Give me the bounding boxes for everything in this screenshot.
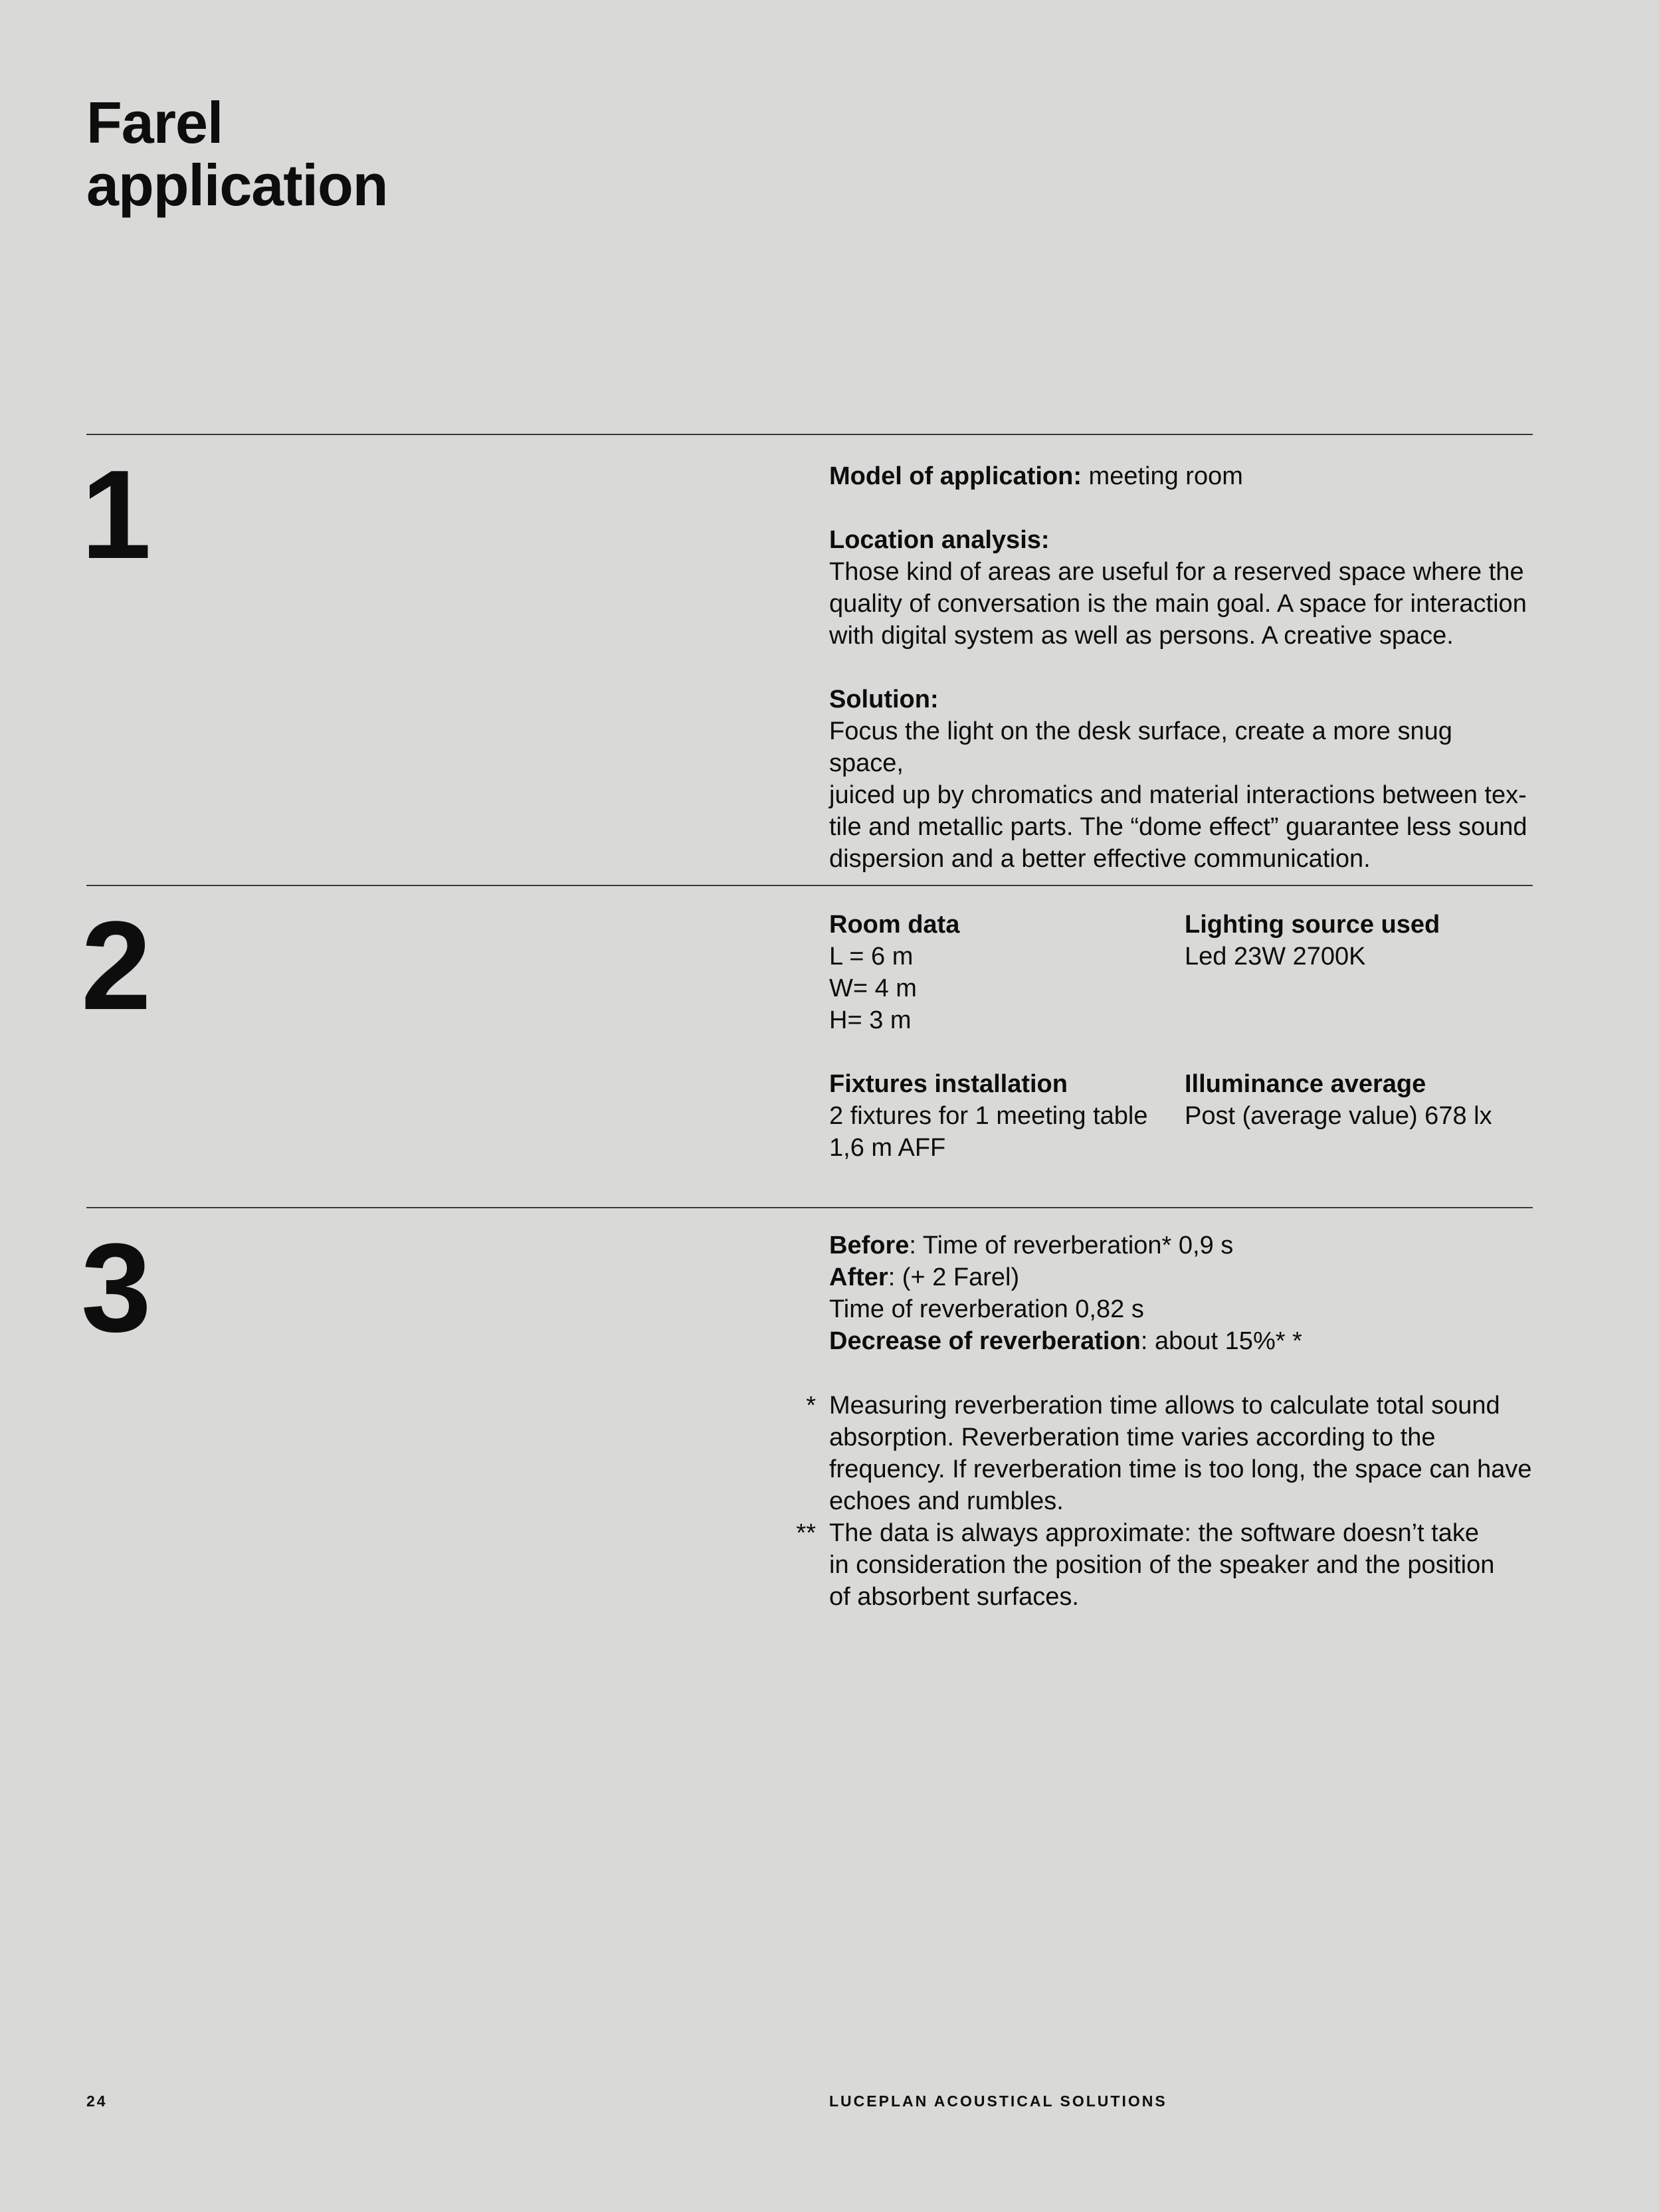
section-number-2: 2 [81, 895, 149, 1036]
footnote-2-mark: ** [796, 1519, 816, 1547]
footnote-line: echoes and rumbles. [829, 1487, 1064, 1515]
title-line-1: Farel [86, 90, 223, 155]
section-divider-2 [86, 885, 1533, 886]
illuminance-label: Illuminance average [1185, 1070, 1426, 1098]
after-line-2: Time of reverberation 0,82 s [829, 1295, 1144, 1323]
room-data-line: L = 6 m [829, 943, 914, 970]
before-line [829, 1230, 1533, 1261]
footnote-line: The data is always approximate: the software doesn’t take [829, 1519, 1479, 1547]
lighting-source-block [1185, 909, 1537, 972]
lighting-source-value: Led 23W 2700K [1185, 943, 1366, 970]
after-line [829, 1261, 1533, 1293]
title-line-2: application [86, 152, 388, 218]
after-label: After [829, 1263, 888, 1291]
fixtures-line: 1,6 m AFF [829, 1134, 946, 1162]
footnote-line: absorption. Reverberation time varies according to the [829, 1424, 1436, 1451]
footnote-line: Measuring reverberation time allows to calculate total sound [829, 1392, 1500, 1420]
page-number: 24 [86, 2092, 108, 2110]
fixtures-label: Fixtures installation [829, 1070, 1068, 1098]
footnote-line: of absorbent surfaces. [829, 1583, 1079, 1611]
location-line: with digital system as well as persons. A creative space. [829, 622, 1454, 650]
page-title [86, 92, 388, 217]
solution-line: juiced up by chromatics and material interactions between tex- [829, 781, 1527, 809]
section-divider-3 [86, 1207, 1533, 1208]
publication-name: LUCEPLAN ACOUSTICAL SOLUTIONS [829, 2092, 1167, 2110]
section-1-text [829, 460, 1533, 875]
footnote-line: frequency. If reverberation time is too long, the space can have [829, 1455, 1532, 1483]
before-value: : Time of reverberation* 0,9 s [909, 1232, 1234, 1259]
after-value: : (+ 2 Farel) [888, 1263, 1020, 1291]
location-label: Location analysis: [829, 526, 1050, 554]
fixtures-block [829, 1068, 1181, 1164]
decrease-value: : about 15%* * [1140, 1327, 1302, 1355]
room-data-line: W= 4 m [829, 974, 917, 1002]
illuminance-block [1185, 1068, 1537, 1132]
solution-line: tile and metallic parts. The “dome effect” guarantee less sound [829, 813, 1527, 841]
decrease-line [829, 1325, 1533, 1357]
solution-line: dispersion and a better effective communication. [829, 845, 1371, 873]
location-line: Those kind of areas are useful for a reserved space where the [829, 558, 1524, 586]
section-number-3: 3 [81, 1218, 149, 1358]
location-line: quality of conversation is the main goal. A space for interaction [829, 590, 1527, 618]
room-data-line: H= 3 m [829, 1006, 912, 1034]
section-number-1: 1 [81, 444, 149, 585]
room-data-label: Room data [829, 911, 960, 939]
solution-label: Solution: [829, 686, 939, 713]
room-data-block [829, 909, 1181, 1036]
illuminance-value: Post (average value) 678 lx [1185, 1102, 1492, 1130]
model-label: Model of application: [829, 462, 1082, 490]
decrease-label: Decrease of reverberation [829, 1327, 1141, 1355]
footnote-1-mark: * [806, 1392, 816, 1420]
section-3-text [829, 1230, 1533, 1357]
before-label: Before [829, 1232, 910, 1259]
lighting-source-label: Lighting source used [1185, 911, 1440, 939]
section-divider-1 [86, 434, 1533, 435]
solution-line: Focus the light on the desk surface, create a more snug space, [829, 717, 1452, 777]
model-value: meeting room [1081, 462, 1243, 490]
fixtures-line: 2 fixtures for 1 meeting table [829, 1102, 1148, 1130]
model-line [829, 460, 1533, 492]
footnote-line: in consideration the position of the speaker and the position [829, 1551, 1495, 1579]
